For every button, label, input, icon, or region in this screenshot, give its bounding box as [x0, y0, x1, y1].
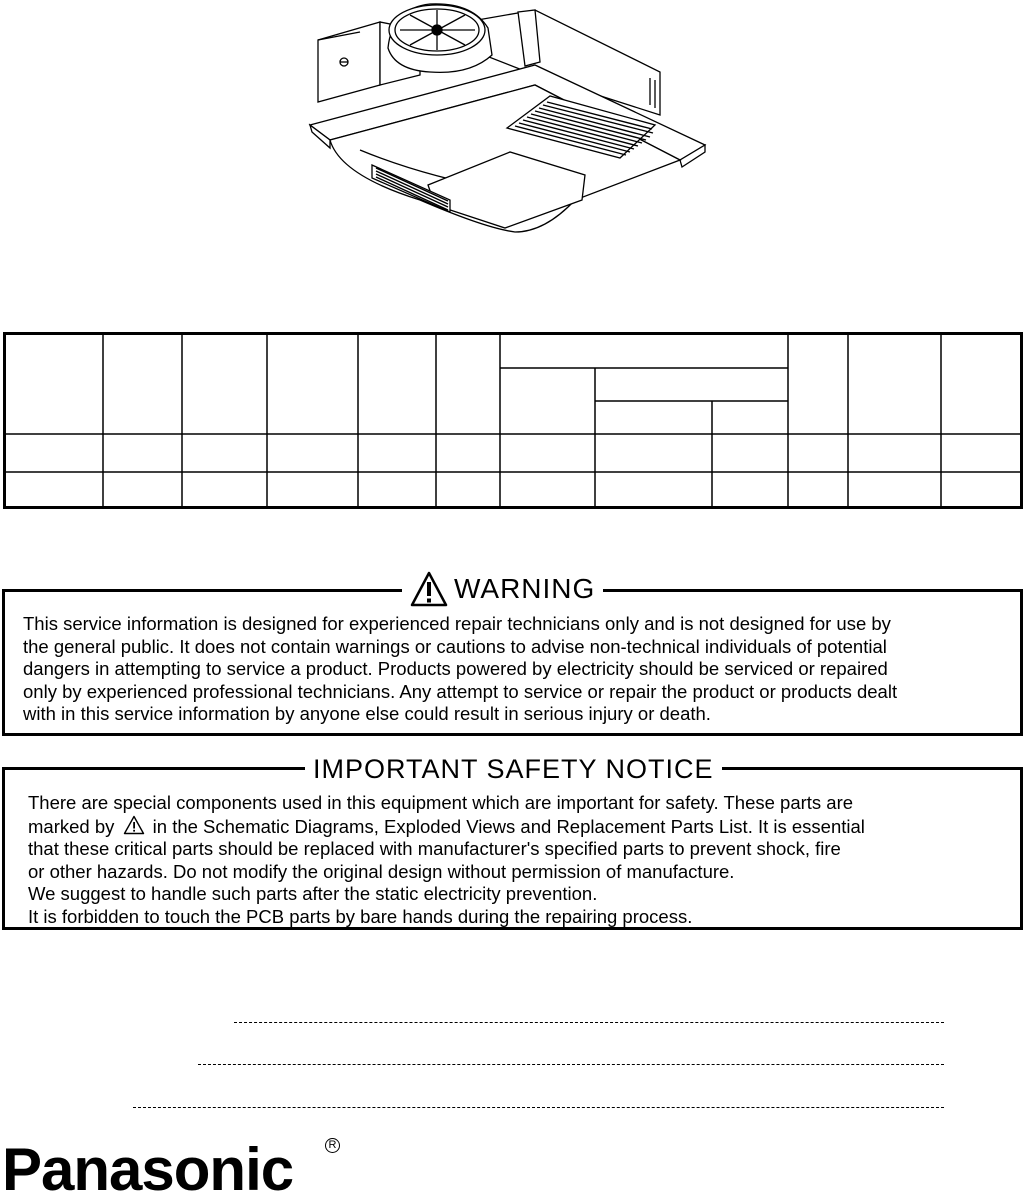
safety-line: It is forbidden to touch the PCB parts by bare hands during the repairing process. [28, 905, 693, 927]
warning-line: dangers in attempting to service a product. Products powered by electricity should be serviced or repaired [23, 658, 888, 679]
product-illustration [300, 0, 720, 240]
warning-line: with in this service information by anyone else could result in serious injury or death. [23, 703, 711, 724]
blank-line [198, 1064, 944, 1065]
safety-notice-text [28, 792, 865, 928]
safety-notice-box [2, 754, 1023, 930]
panasonic-logo: Panasonic [2, 1136, 294, 1203]
safety-notice-heading [305, 754, 722, 784]
warning-heading [402, 571, 603, 607]
warning-line: the general public. It does not contain warnings or cautions to advise non-technical individuals of potential [23, 635, 887, 657]
caution-symbol-icon [123, 815, 145, 835]
warning-text [23, 613, 897, 726]
warning-line: This service information is designed for experienced repair technicians only and is not designed for use by [23, 613, 891, 634]
warning-title: WARNING [454, 573, 596, 604]
safety-line: We suggest to handle such parts after the static electricity prevention. [28, 883, 598, 904]
safety-line: that these critical parts should be replaced with manufacturer's specified parts to prevent shock, fire [28, 838, 841, 859]
specification-table [3, 332, 1023, 509]
warning-triangle-icon [410, 571, 448, 607]
safety-notice-title: IMPORTANT SAFETY NOTICE [313, 754, 714, 784]
warning-box [2, 573, 1023, 736]
safety-line: There are special components used in this equipment which are important for safety. These parts are [28, 792, 854, 813]
blank-line [234, 1022, 944, 1023]
safety-line [28, 815, 865, 839]
safety-line-part: marked by [28, 815, 115, 837]
registered-trademark-mark: R [325, 1138, 340, 1153]
blank-line [133, 1107, 944, 1108]
safety-line: or other hazards. Do not modify the original design without permission of manufacture. [28, 860, 735, 882]
warning-line: only by experienced professional technicians. Any attempt to service or repair the product or products dealt [23, 680, 898, 702]
safety-line-part: in the Schematic Diagrams, Exploded Views and Replacement Parts List. It is essential [152, 815, 865, 837]
